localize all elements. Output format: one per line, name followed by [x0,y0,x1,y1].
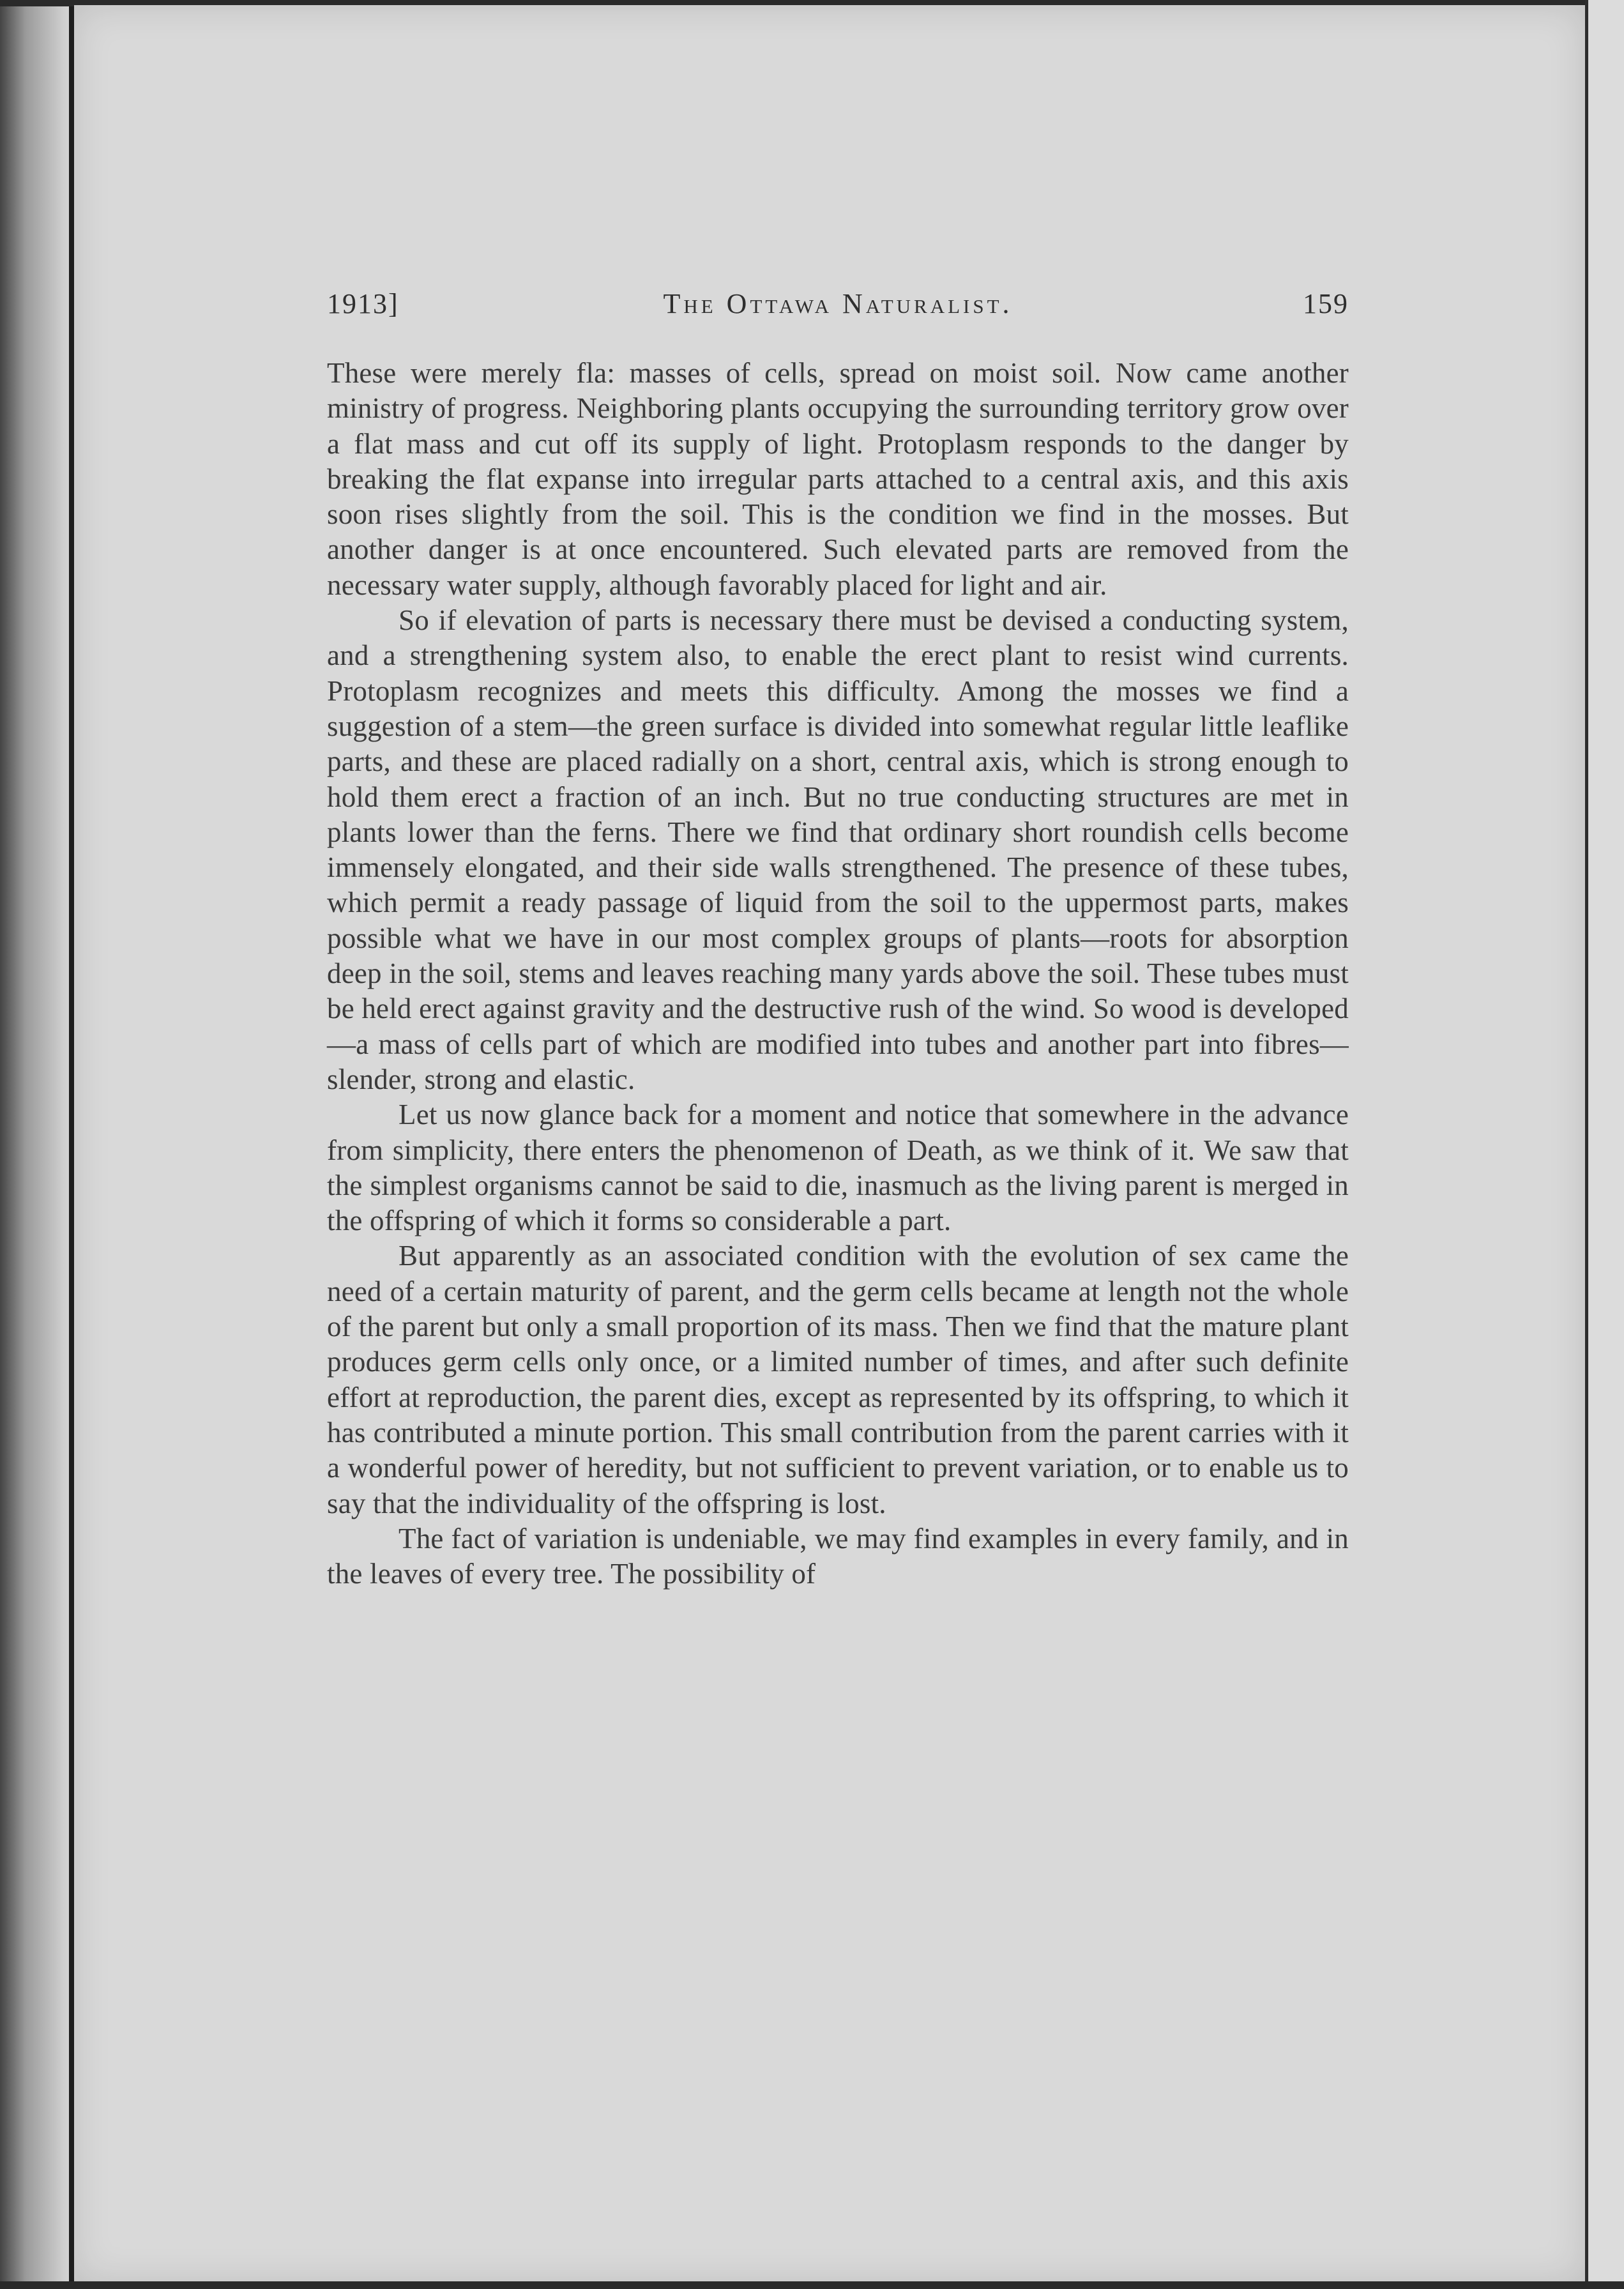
header-year: 1913] [327,288,399,319]
paragraph-3: Let us now glance back for a moment and notice that somewhere in the advance from simplicity, there enters the phenomenon of Death, as we think of it. We saw that the simplest organisms cannot be said to die, inasmuch as the living parent is merged in the offspring of which it forms so considerable a part. [327,1099,1349,1237]
page-number: 159 [1303,288,1349,319]
scan-border-bottom [0,2281,1624,2289]
running-head [327,287,1349,326]
binding-edge [69,0,74,2289]
scan-margin-right [1585,0,1624,2289]
page-body [327,356,1349,1592]
paragraph-2: So if elevation of parts is necessary there must be devised a conducting system, and a strengthening system also, to enable the erect plant to resist wind currents. Protoplasm recognizes and meets this difficulty. Among the mosses we find a suggestion of a stem—the green surface is divided into somewhat regular little leaflike parts, and these are placed radially on a short, central axis, which is strong enough to hold them erect a fraction of an inch. But no true conducting structures are met in plants lower than the ferns. There we find that ordinary short roundish cells become immensely elongated, and their side walls strengthened. The presence of these tubes, which permit a ready passage of liquid from the soil to the uppermost parts, makes possible what we have in our most complex groups of plants—roots for absorption deep in the soil, stems and leaves reaching many yards above the soil. These tubes must be held erect against gravity and the destructive rush of the wind. So wood is developed—a mass of cells part of which are modified into tubes and another part into fibres—slender, strong and elastic. [327,604,1349,1095]
paragraph-1: These were merely fla: masses of cells, spread on moist soil. Now came another ministry of progress. Neighboring plants occupying the surrounding territory grow over a flat mass and cut off its supply of light. Protoplasm responds to the danger by breaking the flat expanse into irregular parts attached to a central axis, and this axis soon rises slightly from the soil. This is the condition we find in the mosses. But another danger is at once encountered. Such elevated parts are removed from the necessary water supply, although favorably placed for light and air. [327,357,1349,601]
paragraph-5: The fact of variation is undeniable, we may find examples in every family, and in the leaves of every tree. The possibility of [327,1522,1349,1590]
journal-title: The Ottawa Naturalist. [663,288,1013,319]
paragraph-4: But apparently as an associated condition with the evolution of sex came the need of a certain maturity of parent, and the germ cells became at length not the whole of the parent but only a small proportion of its mass. Then we find that the mature plant produces germ cells only once, or a limited number of times, and after such definite effort at reproduction, the parent dies, except as represented by its offspring, to which it has contributed a minute portion. This small contribution from the parent carries with it a wonderful power of heredity, but not sufficient to prevent variation, or to enable us to say that the individuality of the offspring is lost. [327,1240,1349,1519]
scan-margin-left [0,0,75,2289]
